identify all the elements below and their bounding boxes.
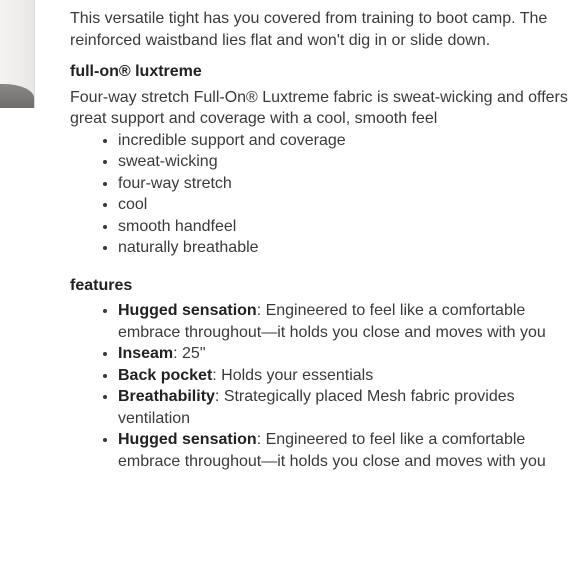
list-item xyxy=(118,386,570,429)
list-item xyxy=(118,365,570,387)
list-item xyxy=(118,429,570,472)
feature-text: : Engineered to feel like a comfortable embrace throughout—it holds you close and moves with you xyxy=(118,302,546,341)
feature-text: : Strategically placed Mesh fabric provides ventilation xyxy=(118,388,515,427)
fabric-description: Four-way stretch Full-On® Luxtreme fabric is sweat-wicking and offers great support and coverage with a cool, smooth feel xyxy=(70,88,568,127)
feature-label: Inseam xyxy=(118,345,174,362)
list-item: • sweat-wicking xyxy=(118,151,570,173)
feature-label: Hugged sensation xyxy=(118,302,257,319)
list-item: • smooth handfeel xyxy=(118,216,570,238)
intro-text: This versatile tight has you covered from training to boot camp. The reinforced waistband lies flat and won't dig in or slide down. xyxy=(70,10,548,49)
list-item: • cool xyxy=(118,194,570,216)
feature-text: : 25" xyxy=(173,345,206,362)
list-item xyxy=(118,300,570,343)
product-description xyxy=(70,8,570,472)
product-image-edge xyxy=(0,0,35,108)
features-list xyxy=(70,300,570,472)
list-item: • naturally breathable xyxy=(118,237,570,259)
product-image-shadow xyxy=(0,84,34,108)
list-item: • incredible support and coverage xyxy=(118,130,570,152)
list-item xyxy=(118,343,570,365)
feature-label: Back pocket xyxy=(118,366,213,384)
feature-label: Hugged sensation xyxy=(118,431,257,448)
feature-text: : Holds your essentials xyxy=(212,366,374,384)
feature-text: : Engineered to feel like a comfortable embrace throughout—it holds you close and moves with you xyxy=(118,431,546,470)
feature-label: Breathability xyxy=(118,388,215,405)
list-item: • four-way stretch xyxy=(118,173,570,195)
features-heading: features xyxy=(70,276,133,294)
fabric-heading: full-on® luxtreme xyxy=(70,63,202,80)
fabric-bullet-list xyxy=(70,130,570,259)
